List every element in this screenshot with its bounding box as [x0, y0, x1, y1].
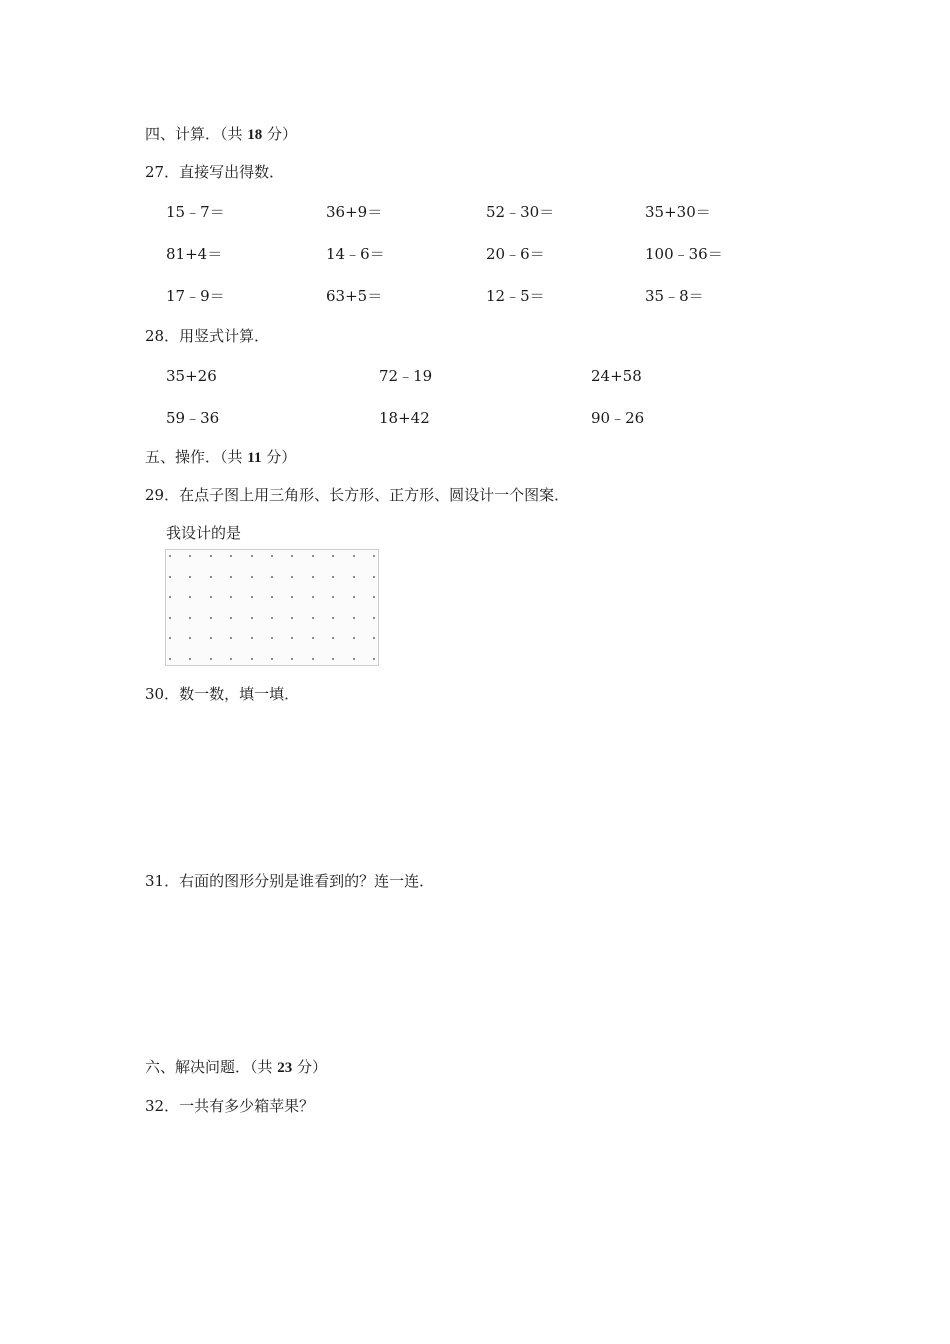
grid-dot[interactable] — [353, 617, 355, 619]
section-4-header — [145, 124, 297, 145]
grid-dot[interactable] — [210, 637, 212, 639]
question-29-title: 29．在点子图上用三角形、长方形、正方形、圆设计一个图案． — [145, 486, 570, 504]
grid-dot[interactable] — [332, 617, 334, 619]
grid-dot[interactable] — [353, 658, 355, 660]
grid-dot[interactable] — [291, 617, 293, 619]
grid-dot[interactable] — [169, 637, 171, 639]
q27-item: 63+5＝ — [326, 287, 383, 305]
grid-dot[interactable] — [210, 576, 212, 578]
grid-dot[interactable] — [230, 617, 232, 619]
grid-dot[interactable] — [312, 576, 314, 578]
q27-row-2 — [166, 244, 806, 264]
grid-dot[interactable] — [251, 576, 253, 578]
q28-item: 35+26 — [166, 367, 217, 385]
question-31-title: 31．右面的图形分别是谁看到的？连一连． — [145, 872, 435, 890]
section-6-header — [145, 1057, 327, 1078]
grid-dot[interactable] — [271, 658, 273, 660]
q28-row-1 — [166, 366, 806, 386]
section-5-score: 11 — [247, 450, 262, 466]
section-4-score: 18 — [247, 127, 263, 143]
grid-dot[interactable] — [210, 596, 212, 598]
grid-dot[interactable] — [169, 658, 171, 660]
grid-dot[interactable] — [189, 576, 191, 578]
q28-item: 72﹣19 — [379, 367, 433, 385]
grid-dot[interactable] — [312, 596, 314, 598]
grid-dot[interactable] — [332, 637, 334, 639]
grid-dot[interactable] — [291, 658, 293, 660]
section-6-prefix: 六、解决问题．（共 — [145, 1058, 278, 1076]
q27-item: 36+9＝ — [326, 203, 383, 221]
grid-dot[interactable] — [169, 596, 171, 598]
grid-dot[interactable] — [210, 658, 212, 660]
grid-dot[interactable] — [251, 617, 253, 619]
grid-dot[interactable] — [169, 555, 171, 557]
grid-dot[interactable] — [332, 596, 334, 598]
q27-row-3 — [166, 286, 806, 306]
grid-dot[interactable] — [353, 555, 355, 557]
grid-dot[interactable] — [271, 555, 273, 557]
grid-dot[interactable] — [230, 576, 232, 578]
grid-dot[interactable] — [291, 596, 293, 598]
grid-dot[interactable] — [230, 658, 232, 660]
grid-dot[interactable] — [271, 596, 273, 598]
grid-dot[interactable] — [332, 555, 334, 557]
question-30-title: 30．数一数，填一填． — [145, 685, 300, 703]
grid-dot[interactable] — [373, 658, 375, 660]
grid-dot[interactable] — [189, 658, 191, 660]
q27-item: 81+4＝ — [166, 245, 223, 263]
grid-dot[interactable] — [230, 596, 232, 598]
grid-dot[interactable] — [230, 555, 232, 557]
section-4-suffix: 分） — [262, 125, 298, 143]
grid-dot[interactable] — [312, 637, 314, 639]
section-5-header — [145, 447, 296, 468]
q28-item: 90﹣26 — [591, 409, 645, 427]
grid-dot[interactable] — [312, 555, 314, 557]
grid-dot[interactable] — [271, 617, 273, 619]
section-4-prefix: 四、计算．（共 — [145, 125, 248, 143]
section-6-score: 23 — [277, 1060, 293, 1076]
section-5-suffix: 分） — [261, 448, 297, 466]
q27-item: 52﹣30＝ — [486, 203, 555, 221]
grid-dot[interactable] — [189, 596, 191, 598]
q27-item: 35﹣8＝ — [645, 287, 704, 305]
grid-dot[interactable] — [291, 555, 293, 557]
question-32-title: 32．一共有多少箱苹果？ — [145, 1097, 315, 1115]
grid-dot[interactable] — [189, 555, 191, 557]
q27-item: 15﹣7＝ — [166, 203, 225, 221]
grid-dot[interactable] — [373, 617, 375, 619]
q28-item: 18+42 — [379, 409, 430, 427]
grid-dot[interactable] — [210, 555, 212, 557]
q27-item: 20﹣6＝ — [486, 245, 545, 263]
grid-dot[interactable] — [353, 637, 355, 639]
grid-dot[interactable] — [332, 658, 334, 660]
section-6-suffix: 分） — [292, 1058, 328, 1076]
grid-dot[interactable] — [251, 658, 253, 660]
dot-grid-canvas[interactable] — [165, 549, 379, 666]
grid-dot[interactable] — [210, 617, 212, 619]
grid-dot[interactable] — [291, 576, 293, 578]
grid-dot[interactable] — [291, 637, 293, 639]
grid-dot[interactable] — [189, 637, 191, 639]
grid-dot[interactable] — [251, 596, 253, 598]
q27-item: 100﹣36＝ — [645, 245, 723, 263]
grid-dot[interactable] — [373, 576, 375, 578]
section-5-prefix: 五、操作．（共 — [145, 448, 248, 466]
question-27-title: 27．直接写出得数． — [145, 163, 285, 181]
grid-dot[interactable] — [169, 617, 171, 619]
grid-dot[interactable] — [373, 637, 375, 639]
q27-item: 17﹣9＝ — [166, 287, 225, 305]
q27-row-1 — [166, 202, 806, 222]
grid-dot[interactable] — [353, 576, 355, 578]
grid-dot[interactable] — [373, 555, 375, 557]
question-28-title: 28．用竖式计算． — [145, 327, 270, 345]
grid-dot[interactable] — [312, 658, 314, 660]
grid-dot[interactable] — [189, 617, 191, 619]
q28-item: 59﹣36 — [166, 409, 220, 427]
q27-item: 12﹣5＝ — [486, 287, 545, 305]
design-caption: 我设计的是 — [166, 524, 242, 542]
grid-dot[interactable] — [312, 617, 314, 619]
grid-dot[interactable] — [169, 576, 171, 578]
grid-dot[interactable] — [251, 637, 253, 639]
q28-item: 24+58 — [591, 367, 642, 385]
grid-dot[interactable] — [353, 596, 355, 598]
q27-item: 35+30＝ — [645, 203, 711, 221]
grid-dot[interactable] — [230, 637, 232, 639]
q28-row-2 — [166, 408, 806, 428]
grid-dot[interactable] — [271, 576, 273, 578]
grid-dot[interactable] — [251, 555, 253, 557]
grid-dot[interactable] — [373, 596, 375, 598]
grid-dot[interactable] — [332, 576, 334, 578]
grid-dot[interactable] — [271, 637, 273, 639]
q27-item: 14﹣6＝ — [326, 245, 385, 263]
